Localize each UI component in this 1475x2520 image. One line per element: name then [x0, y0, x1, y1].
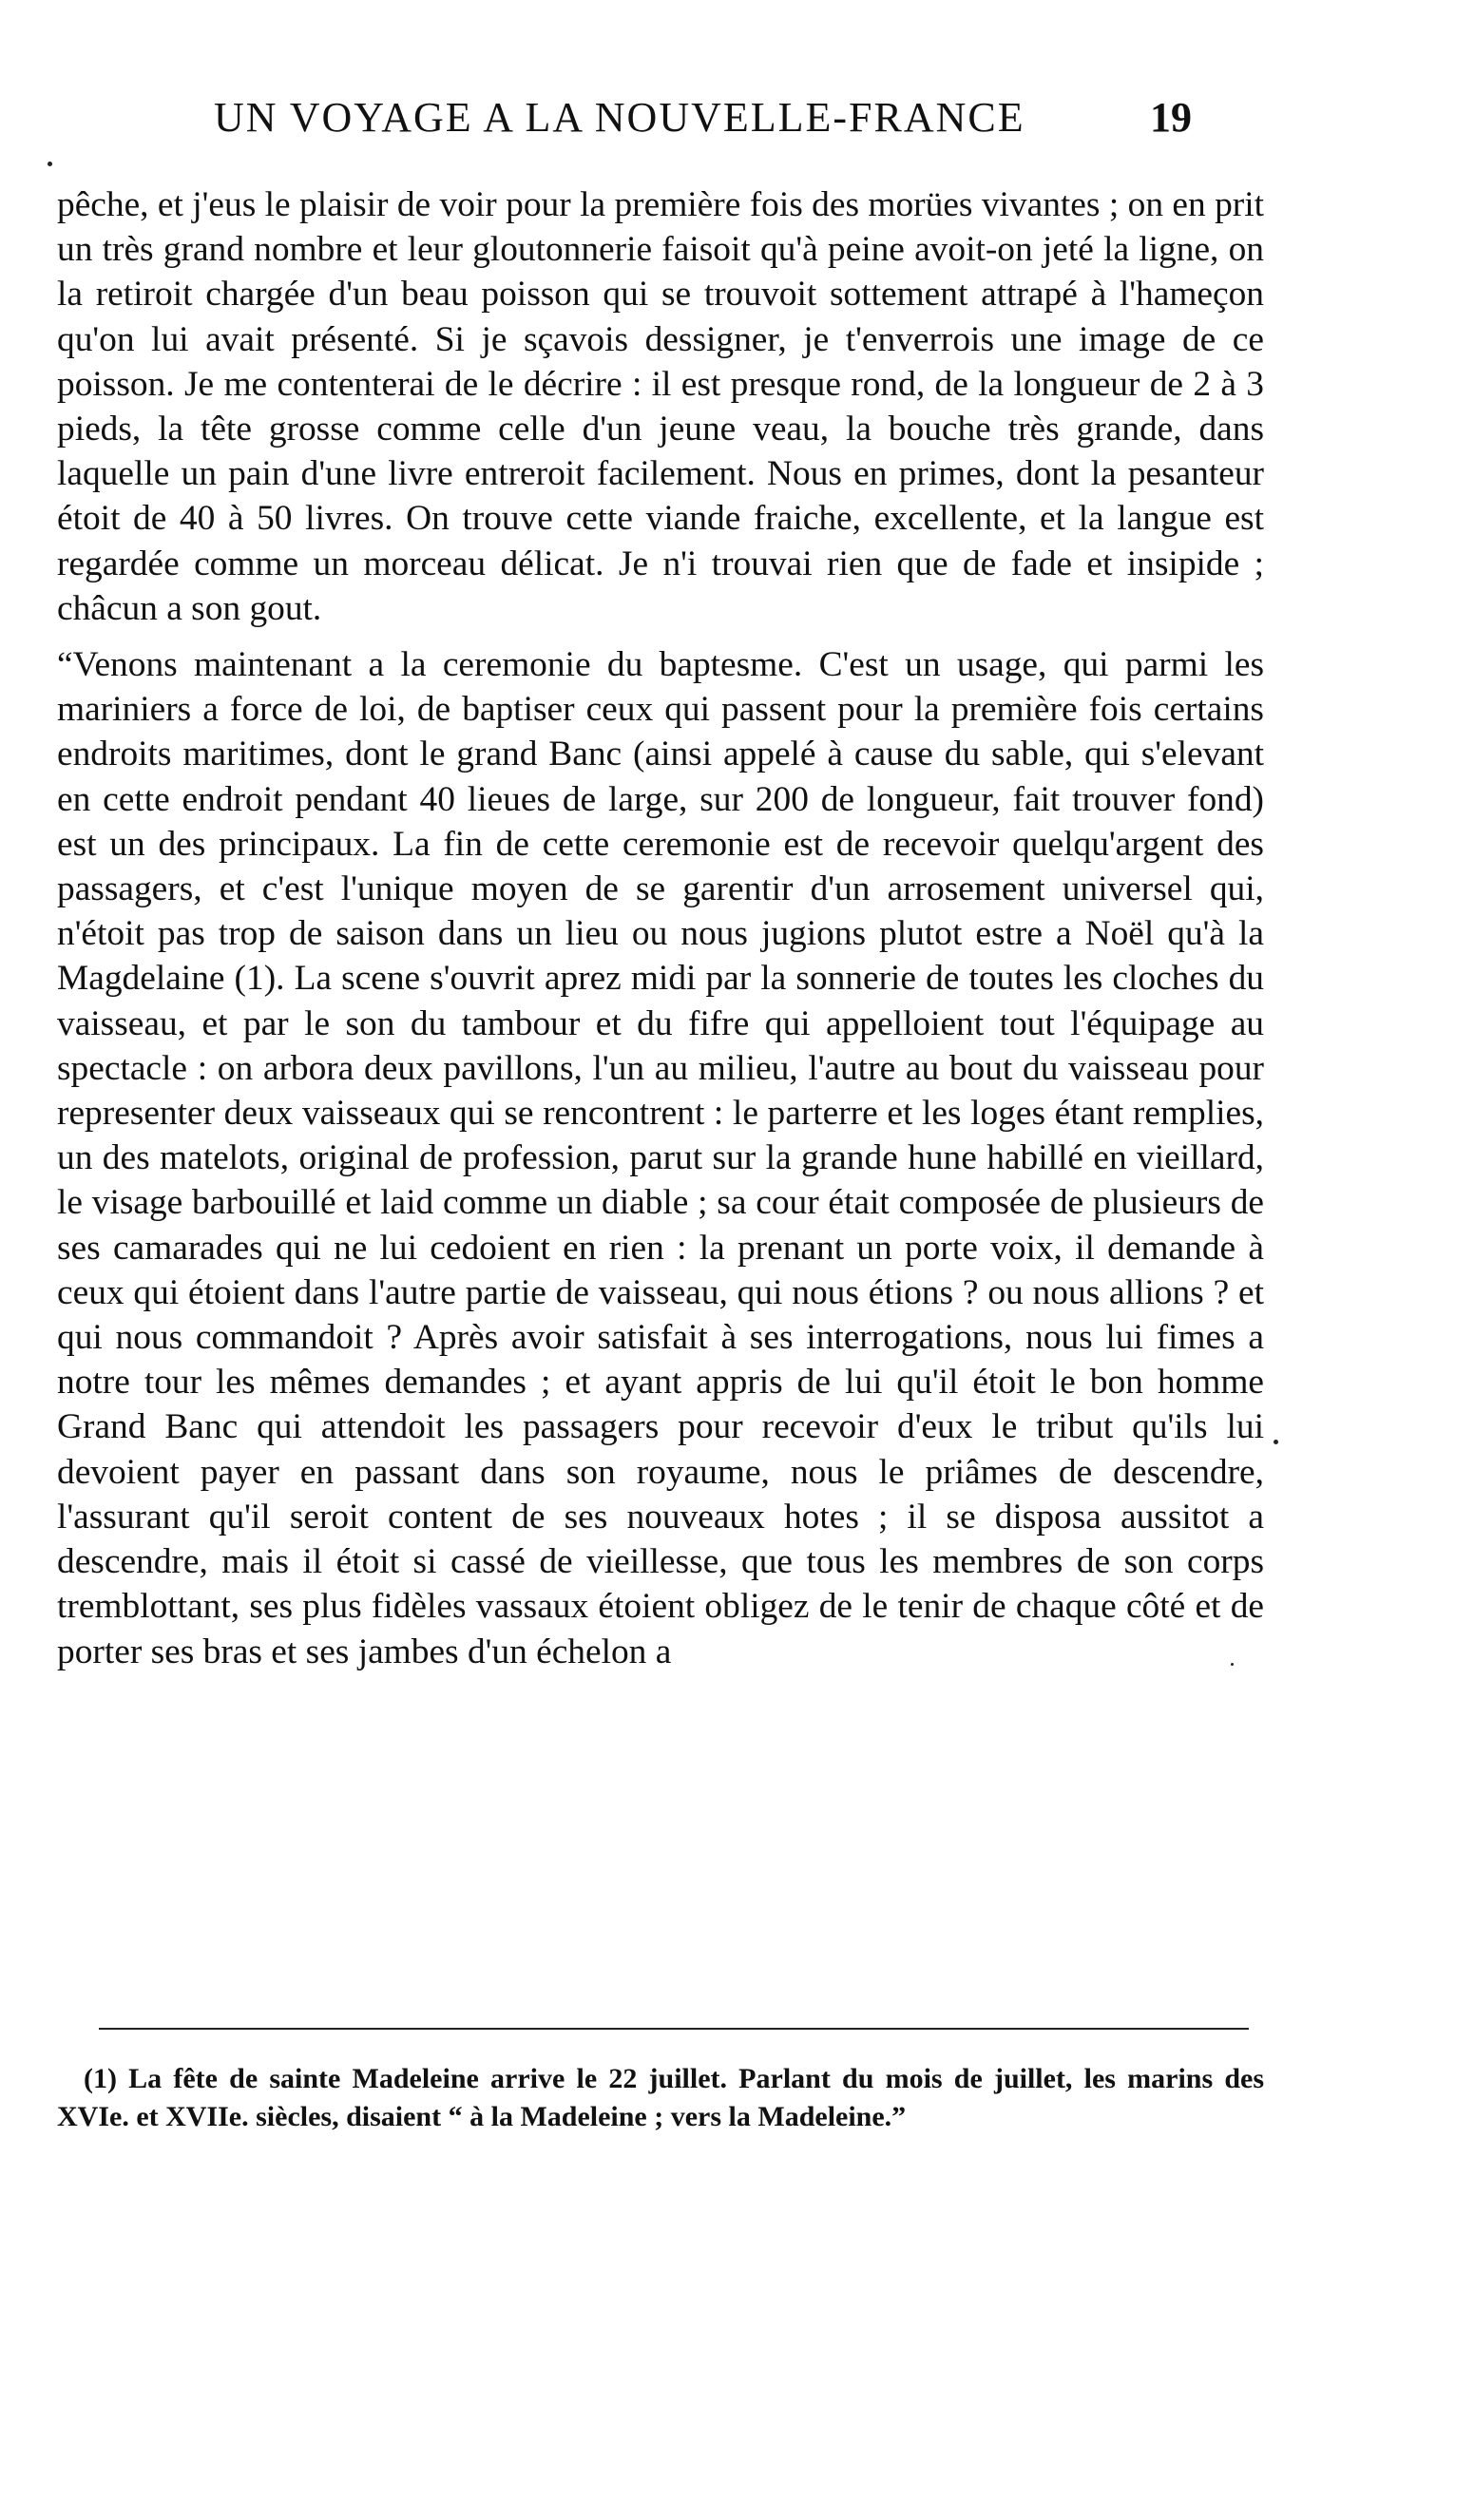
- running-title: UN VOYAGE A LA NOUVELLE-FRANCE: [214, 94, 1025, 141]
- footnote: [57, 2060, 1264, 2136]
- print-speck: [48, 162, 52, 166]
- footnote-rule: [99, 2028, 1249, 2030]
- paragraph-2: “Venons maintenant a la ceremonie du baptesme. C'est un usage, qui parmi les mariniers a force de loi, de baptiser ceux qui passent pour la première fois certains endroits maritimes, dont le grand Banc (ainsi appelé à cause du sable, qui s'elevant en cette endroit pendant 40 lieues de large, sur 200 de longueur, fait trouver fond) est un des principaux. La fin de cette ceremonie est de recevoir quelqu'argent des passagers, et c'est l'unique moyen de se garentir d'un arrosement universel qui, n'étoit pas trop de saison dans un lieu ou nous jugions plutot estre a Noël qu'à la Magdelaine (1). La scene s'ouvrit aprez midi par la sonnerie de toutes les cloches du vaisseau, et par le son du tambour et du fifre qui appelloient tout l'équipage au spectacle : on arbora deux pavillons, l'un au milieu, l'autre au bout du vaisseau pour representer deux vaisseaux qui se rencontrent : le parterre et les loges étant remplies, un des matelots, original de profession, parut sur la grande hune habillé en vieillard, le visage barbouillé et laid comme un diable ; sa cour était composée de plusieurs de ses camarades qui ne lui cedoient en rien : la prenant un porte voix, il demande à ceux qui étoient dans l'autre partie de vaisseau, qui nous étions ? ou nous allions ? et qui nous commandoit ? Après avoir satisfait à ses interrogations, nous lui fimes a notre tour les mêmes demandes ; et ayant appris de lui qu'il étoit le bon homme Grand Banc qui attendoit les passagers pour recevoir d'eux le tribut qu'ils lui devoient payer en passant dans son royaume, nous le priâmes de descendre, l'assurant qu'il seroit content de ses nouveaux hotes ; il se disposa aussitot a descendre, mais il étoit si cassé de vieillesse, que tous les membres de son corps tremblottant, ses plus fidèles vassaux étoient obligez de le tenir de chaque côté et de porter ses bras et ses jambes d'un échelon a: [57, 645, 1264, 1671]
- paragraph-1: pêche, et j'eus le plaisir de voir pour la première fois des morües vivantes ; on en prit un très grand nombre et leur gloutonnerie faisoit qu'à peine avoit-on jeté la ligne, on la retiroit chargée d'un beau poisson qui se trouvoit sottement attrapé à l'hameçon qu'on lui avait présenté. Si je sçavois dessigner, je t'enverrois une image de ce poisson. Je me contenterai de le décrire : il est presque rond, de la longueur de 2 à 3 pieds, la tête grosse comme celle d'un jeune veau, la bouche très grande, dans laquelle un pain d'une livre entreroit facilement. Nous en primes, dont la pesanteur étoit de 40 à 50 livres. On trouve cette viande fraiche, excellente, et la langue est regardée comme un morceau délicat. Je n'i trouvai rien que de fade et insipide ; châcun a son gout.: [57, 185, 1264, 628]
- running-head: [57, 93, 1255, 169]
- footnote-text: (1) La fête de sainte Madeleine arrive le 22 juillet. Parlant du mois de juillet, les marins des XVIe. et XVIIe. siècles, disaient “ à la Madeleine ; vers la Madeleine.”: [57, 2063, 1264, 2132]
- body-text: [57, 182, 1264, 1674]
- print-speck: [1274, 1440, 1278, 1444]
- print-speck: [1231, 1663, 1234, 1666]
- page-number: 19: [1150, 94, 1192, 141]
